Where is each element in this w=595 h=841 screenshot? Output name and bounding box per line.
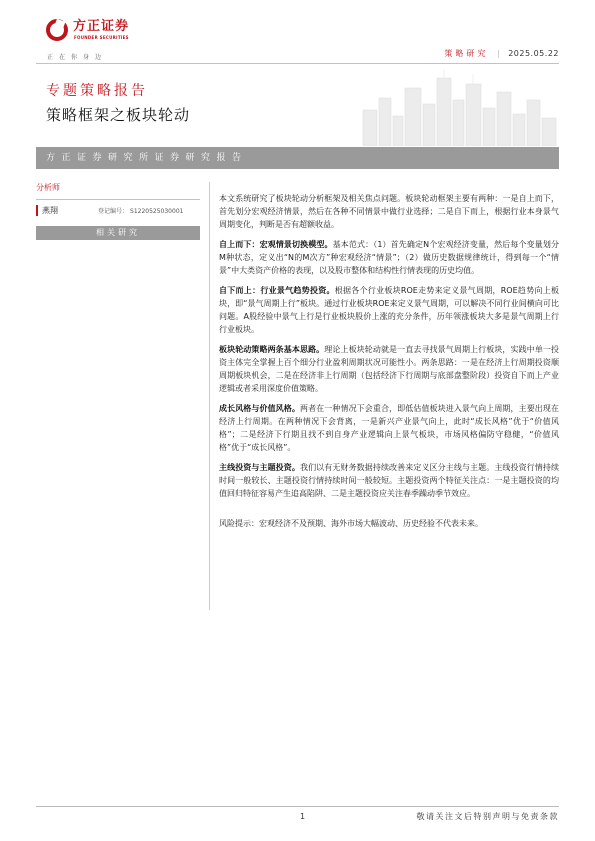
section-heading: 板块轮动策略两条基本思路。: [219, 345, 325, 354]
section-paragraph: [219, 284, 559, 336]
report-date: 2025.05.22: [508, 49, 559, 58]
header-separator: |: [496, 49, 500, 58]
section-heading: 成长风格与价值风格。: [219, 404, 300, 413]
section-text: 两者在一种情况下会重合，即低估值板块进入景气向上周期，主要出现在经济上行周期。在两种情况下会背离，一是新兴产业景气向上，此时“成长风格”优于“价值风格”；二是经济下行期且找不到自身产业逻辑向上景气板块，市场风格偏防守稳健，“价值风格”优于“成长风格”。: [219, 404, 560, 452]
analyst-name: 燕翔: [42, 205, 58, 215]
report-title: 策略框架之板块轮动: [46, 106, 191, 124]
section-paragraph: [219, 238, 559, 277]
section-paragraph: [219, 402, 559, 454]
section-text: 基本范式：（1）首先确定N个宏观经济变量，然后每个变量划分M种状态，定义出“N的M次方”种宏观经济“情景”；（2）做历史数据规律统计，得到每一个“情景”中大类资产价格的表现，以及股市整体和结构性行情表现的历史均值。: [219, 240, 559, 275]
logo-en-text: FOUNDER SECURITIES: [74, 35, 129, 40]
section-text: 理论上板块轮动就是一直去寻找景气周期上行板块，实践中单一投资主体完全掌握上百个细分行业盈利周期状况可能性小。两条思路：一是在经济上行周期投资顺周期板块机会，二是在经济非上行周期（包括经济下行周期与底部盘整阶段）投资自下而上产业逻辑或者采用深度价值策略。: [219, 345, 560, 393]
disclaimer-notice: 敬请关注文后特别声明与免责条款: [416, 812, 559, 821]
analyst-divider: [36, 199, 200, 200]
intro-paragraph: 本文系统研究了板块轮动分析框架及相关焦点问题。板块轮动框架主要有两种：一是自上而下，首先划分宏观经济情景，然后在各种不同情景中做行业选择；二是自下而上，根据行业本身景气周期变化，判断是否有超额收益。: [219, 194, 559, 229]
analyst-registration: [98, 206, 183, 215]
footer-divider: [36, 806, 559, 807]
section-text: 根据各个行业板块ROE走势来定义景气周期，ROE趋势向上板块，即“景气周期上行”板块。通过行业板块ROE来定义景气周期，可以解决不同行业间横向可比问题。A股经验中景气上行是行业板块股价上涨的充分条件，历年领涨板块大多是景气周期上行行业板块。: [219, 286, 559, 334]
section-text: 我们以有无财务数据持续改善来定义区分主线与主题。主线投资行情持续时间一般较长、主题投资行情持续时间一般较短。主题投资两个特征关注点：一是主题投资的均值回归特征容易产生追高陷阱、二是主题投资应关注春季躁动季节效应。: [219, 463, 560, 498]
section-paragraph: [219, 343, 559, 395]
research-banner: 方正证券研究所证券研究报告: [36, 147, 559, 169]
header-meta: [444, 48, 559, 59]
section-heading: 自下而上：行业景气趋势投资。: [219, 286, 335, 295]
header-divider: [36, 63, 559, 64]
section-paragraph: [219, 461, 559, 500]
registration-label: 登记编号：: [98, 207, 129, 215]
risk-warning: 风险提示：宏观经济不及预期、海外市场大幅波动、历史经验不代表未来。: [219, 519, 483, 528]
logo-icon: [46, 19, 68, 41]
sidebar: [36, 182, 200, 240]
report-category: 策略研究: [444, 49, 489, 58]
page-number: 1: [300, 812, 306, 821]
logo-cn-text: 方正证券: [73, 19, 130, 34]
section-heading: 自上而下：宏观情景切换模型。: [219, 240, 333, 249]
analyst-row: [36, 203, 200, 217]
related-research-header: 相关研究: [36, 226, 200, 240]
analyst-label: 分析师: [36, 183, 60, 192]
column-divider: [209, 182, 210, 610]
report-summary: [219, 192, 559, 537]
analyst-marker: [36, 205, 38, 216]
skyline-illustration: [359, 70, 559, 146]
report-type: 专题策略报告: [46, 83, 148, 99]
section-heading: 主线投资与主题投资。: [219, 463, 300, 472]
registration-number: S1220525030001: [130, 207, 184, 215]
slogan: 正在你身边: [47, 54, 108, 61]
